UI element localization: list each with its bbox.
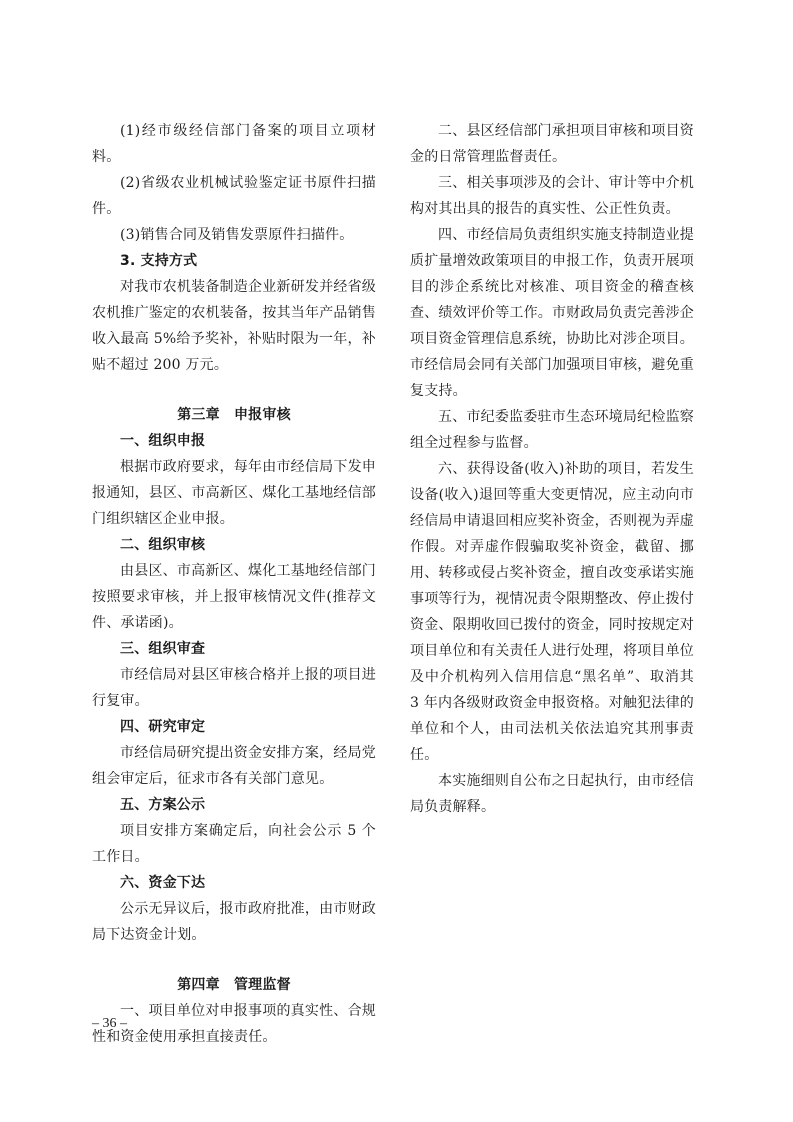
paragraph: 本实施细则自公布之日起执行，由市经信局负责解释。 xyxy=(410,773,694,815)
chapter-title: 第三章 申报审核 xyxy=(177,407,291,423)
paragraph: 对我市农机装备制造企业新研发并经省级农机推广鉴定的农机装备，按其当年产品销售收入最高 5%给予奖补，补贴时限为一年，补贴不超过 200 万元。 xyxy=(92,279,376,373)
paragraph: 二、县区经信部门承担项目审核和项目资金的日常管理监督责任。 xyxy=(410,123,694,165)
paragraph: 六、获得设备(收入)补助的项目，若发生设备(收入)退回等重大变更情况，应主动向市经信局申请退回相应奖补资金，否则视为弄虚作假。对弄虚作假骗取奖补资金，截留、挪用、转移或侵占奖补资金，擅自改变承诺实施事项等行为，视情况责令限期整改、停止拨付资金、限期收回已拨付的资金，同时按规定对项目单位和有关责任人进行处理，将项目单位及中介机构列入信用信息“黑名单”、取消其 3 年内各级财政资金申报资格。对触犯法律的单位和个人，由司法机关依法追究其刑事责任。 xyxy=(410,461,694,763)
paragraph: 市经信局对县区审核合格并上报的项目进行复审。 xyxy=(92,667,376,709)
right-column xyxy=(410,118,694,820)
paragraph: 项目安排方案确定后，向社会公示 5 个工作日。 xyxy=(92,823,376,865)
page-number: – 36 – xyxy=(92,1016,127,1031)
paragraph: 五、市纪委监委驻市生态环境局纪检监察组全过程参与监督。 xyxy=(410,409,694,451)
section-heading: 六、资金下达 xyxy=(120,875,206,891)
paragraph: 公示无异议后，报市政府批准，由市财政局下达资金计划。 xyxy=(92,901,376,943)
section-heading: 一、组织申报 xyxy=(120,433,206,449)
paragraph: (2)省级农业机械试验鉴定证书原件扫描件。 xyxy=(92,175,376,217)
paragraph: 根据市政府要求，每年由市经信局下发申报通知，县区、市高新区、煤化工基地经信部门组织辖区企业申报。 xyxy=(92,459,376,527)
section-heading: 五、方案公示 xyxy=(120,797,206,813)
section-heading: 3. 支持方式 xyxy=(120,253,198,269)
paragraph: 由县区、市高新区、煤化工基地经信部门按照要求审核，并上报审核情况文件(推荐文件、承诺函)。 xyxy=(92,563,376,631)
paragraph: 市经信局研究提出资金安排方案，经局党组会审定后，征求市各有关部门意见。 xyxy=(92,745,376,787)
paragraph: 一、项目单位对申报事项的真实性、合规性和资金使用承担直接责任。 xyxy=(92,1003,376,1045)
section-heading: 四、研究审定 xyxy=(120,719,206,735)
left-column xyxy=(92,118,376,1050)
paragraph: 三、相关事项涉及的会计、审计等中介机构对其出具的报告的真实性、公正性负责。 xyxy=(410,175,694,217)
paragraph: 四、市经信局负责组织实施支持制造业提质扩量增效政策项目的申报工作，负责开展项目的涉企系统比对核准、项目资金的稽查核查、绩效评价等工作。市财政局负责完善涉企项目资金管理信息系统，协助比对涉企项目。市经信局会同有关部门加强项目审核，避免重复支持。 xyxy=(410,227,694,399)
paragraph: (3)销售合同及销售发票原件扫描件。 xyxy=(120,227,354,243)
section-heading: 三、组织审查 xyxy=(120,641,206,657)
chapter-title: 第四章 管理监督 xyxy=(177,977,291,993)
section-heading: 二、组织审核 xyxy=(120,537,206,553)
paragraph: (1)经市级经信部门备案的项目立项材料。 xyxy=(92,123,376,165)
